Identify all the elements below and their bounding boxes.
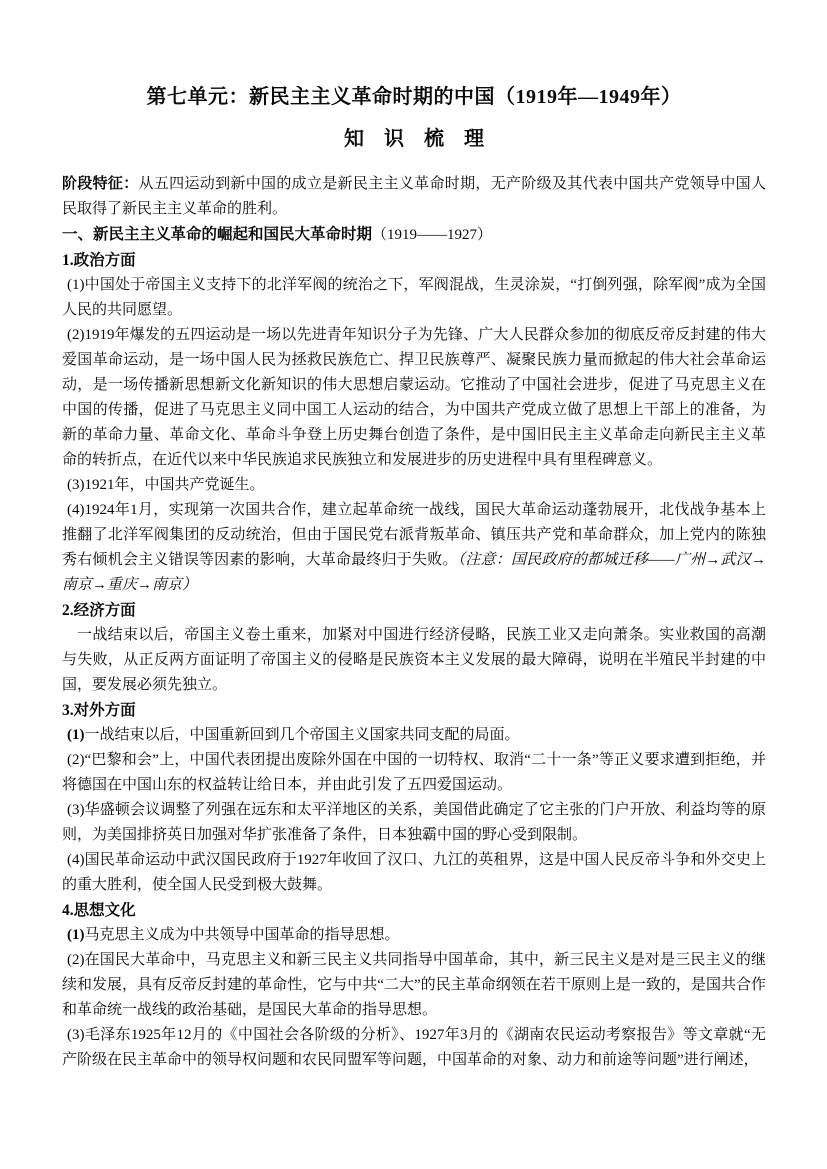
paragraph-number: (1) <box>67 727 85 743</box>
section-heading-political: 1.政治方面 <box>62 252 136 269</box>
unit-heading-years: （1919——1927） <box>372 227 493 243</box>
paragraph-number: (2) <box>67 752 85 768</box>
document-subtitle: 知 识 梳 理 <box>344 128 484 150</box>
paragraph-text: “巴黎和会”上，中国代表团提出废除外国在中国的一切特权、取消“二十一条”等正义要求遭到拒绝，并将德国在中国山东的权益转让给日本，并由此引发了五四爱国运动。 <box>62 752 766 793</box>
paragraph-number: (1) <box>67 927 85 943</box>
paragraph-text: 一战结束以后，帝国主义卷土重来，加紧对中国进行经济侵略，民族工业又走向萧条。实业救国的高潮与失败，从正反两方面证明了帝国主义的侵略是民族资本主义发展的最大障碍，说明在半殖民半封建的中国，要发展必须先独立。 <box>62 627 766 693</box>
stage-feature-text: 从五四运动到新中国的成立是新民主主义革命时期，无产阶级及其代表中国共产党领导中国人民取得了新民主主义革命的胜利。 <box>62 176 766 217</box>
paragraph-number: (3) <box>67 802 85 818</box>
paragraph-text: 1919年爆发的五四运动是一场以先进青年知识分子为先锋、广大人民群众参加的彻底反帝反封建的伟大爱国革命运动，是一场中国人民为拯救民族危亡、捍卫民族尊严、凝聚民族力量而掀起的伟大社会革命运动，是一场传播新思想新文化新知识的伟大思想启蒙运动。它推动了中国社会进步，促进了马克思主义在中国的传播，促进了马克思主义同中国工人运动的结合，为中国共产党成立做了思想上干部上的准备，为新的革命力量、革命文化、革命斗争登上历史舞台创造了条件，是中国旧民主主义革命走向新民主主义革命的转折点，在近代以来中华民族追求民族独立和发展进步的历史进程中具有里程碑意义。 <box>62 327 766 468</box>
paragraph-text: 1921年，中国共产党诞生。 <box>84 477 265 493</box>
paragraph-text: 1924年1月，实现第一次国共合作，建立起革命统一战线，国民大革命运动蓬勃展开，北伐战争基本上推翻了北洋军阀集团的反动统治，但由于国民党右派背叛革命、镇压共产党和革命群众，加上党内的陈独秀右倾机会主义错误等因素的影响，大革命最终归于失败。 <box>62 502 766 568</box>
paragraph-number: (2) <box>67 952 85 968</box>
unit-heading <box>62 222 766 248</box>
paragraph <box>62 498 766 598</box>
stage-feature-label: 阶段特征： <box>62 176 139 192</box>
unit-heading-main: 一、新民主主义革命的崛起和国民大革命时期 <box>62 226 373 243</box>
paragraph-text: 毛泽东1925年12月的《中国社会各阶级的分析》、1927年3月的《湖南农民运动考察报告》等文章就“无产阶级在民主革命中的领导权问题和农民同盟军等问题，中国革命的对象、动力和前途等问题”进行阐述， <box>62 1027 766 1068</box>
section-heading-economic: 2.经济方面 <box>62 602 136 619</box>
paragraph <box>62 948 766 1023</box>
document-body <box>62 172 766 1073</box>
paragraph-text: 华盛顿会议调整了列强在远东和太平洋地区的关系，美国借此确定了它主张的门户开放、利益均等的原则，为美国排挤英日加强对华扩张准备了条件，日本独霸中国的野心受到限制。 <box>62 802 766 843</box>
paragraph <box>62 323 766 473</box>
paragraph-text: 马克思主义成为中共领导中国革命的指导思想。 <box>84 927 400 943</box>
paragraph <box>62 798 766 848</box>
paragraph-text: 中国处于帝国主义支持下的北洋军阀的统治之下，军阀混战，生灵涂炭，“打倒列强，除军阀”成为全国人民的共同愿望。 <box>62 277 766 318</box>
paragraph <box>62 473 766 498</box>
paragraph <box>62 923 766 948</box>
paragraph-number: (3) <box>67 477 85 493</box>
paragraph <box>62 748 766 798</box>
capital-migration-note: （注意：国民政府的都城迁移——广州→武汉→南京→重庆→南京） <box>62 552 766 593</box>
paragraph-text: 一战结束以后，中国重新回到几个帝国主义国家共同支配的局面。 <box>84 727 520 743</box>
paragraph-text: 在国民大革命中，马克思主义和新三民主义共同指导中国革命，其中，新三民主义是对是三民主义的继续和发展，具有反帝反封建的革命性，它与中共“二大”的民主革命纲领在若干原则上是一致的，是国共合作和革命统一战线的政治基础，是国民大革命的指导思想。 <box>62 952 766 1018</box>
paragraph-number: (2) <box>67 327 85 343</box>
paragraph <box>62 273 766 323</box>
paragraph <box>62 1023 766 1073</box>
paragraph-number: (3) <box>67 1027 85 1043</box>
section-heading-foreign: 3.对外方面 <box>62 702 136 719</box>
paragraph <box>62 623 766 698</box>
section-heading-ideology: 4.思想文化 <box>62 902 136 919</box>
document-title: 第七单元：新民主主义革命时期的中国（1919年—1949年） <box>146 86 682 108</box>
paragraph-number: (4) <box>67 852 85 868</box>
paragraph-text: 国民革命运动中武汉国民政府于1927年收回了汉口、九江的英租界，这是中国人民反帝斗争和外交史上的重大胜利，使全国人民受到极大鼓舞。 <box>62 852 766 893</box>
paragraph <box>62 848 766 898</box>
paragraph-number: (1) <box>67 277 85 293</box>
paragraph-number: (4) <box>67 502 85 518</box>
paragraph <box>62 723 766 748</box>
stage-feature-paragraph <box>62 172 766 222</box>
